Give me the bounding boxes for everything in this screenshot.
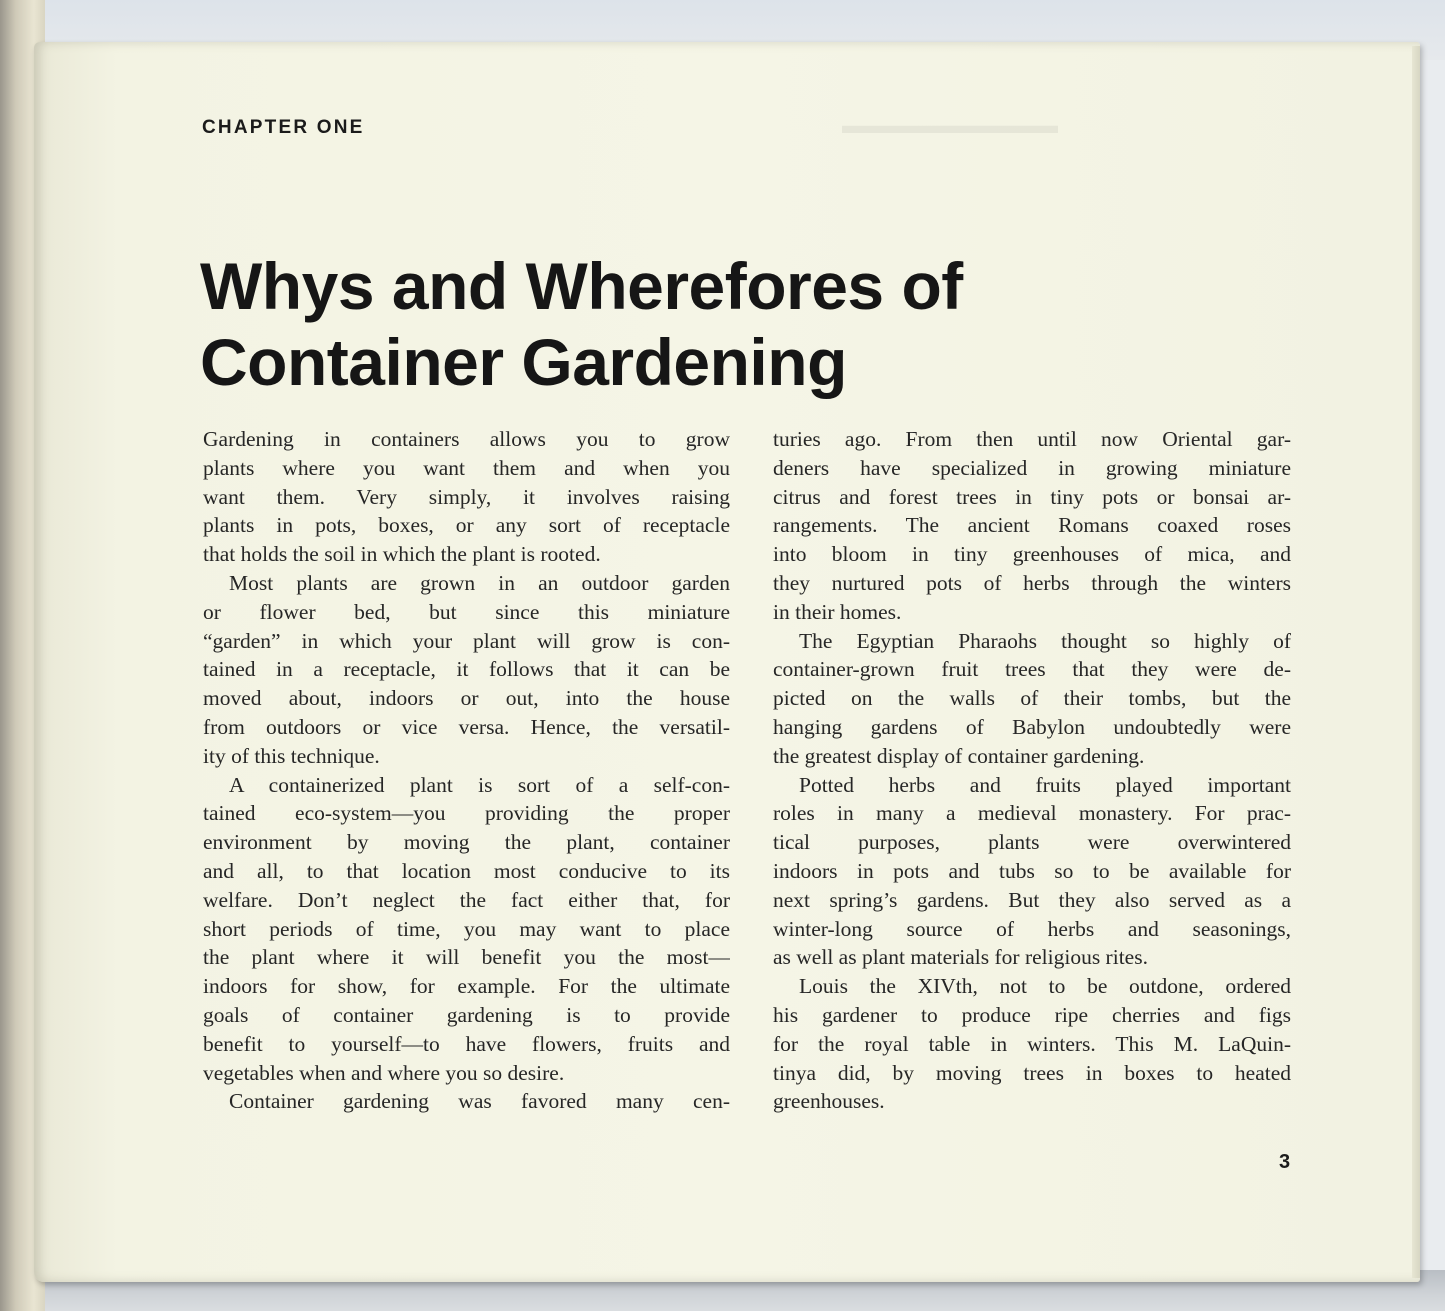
text-line: welfare. Don’t neglect the fact either that, for bbox=[203, 887, 730, 912]
left-text-column bbox=[203, 425, 730, 1116]
text-line: plants in pots, boxes, or any sort of receptacle bbox=[203, 513, 730, 538]
text-line: vegetables when and where you so desire. bbox=[203, 1060, 565, 1085]
text-line: short periods of time, you may want to place bbox=[203, 916, 730, 941]
page-number: 3 bbox=[1279, 1151, 1291, 1173]
text-line: environment by moving the plant, container bbox=[203, 830, 730, 855]
text-line: Container gardening was favored many cen- bbox=[229, 1089, 730, 1114]
text-line: citrus and forest trees in tiny pots or bonsai ar- bbox=[773, 484, 1291, 509]
text-line: indoors in pots and tubs so to be available for bbox=[773, 858, 1291, 883]
text-line: ity of this technique. bbox=[203, 743, 380, 768]
text-line: or flower bed, but since this miniature bbox=[203, 599, 730, 624]
text-line: want them. Very simply, it involves raising bbox=[203, 484, 730, 509]
text-line: picted on the walls of their tombs, but the bbox=[773, 686, 1291, 711]
text-line: Potted herbs and fruits played important bbox=[799, 772, 1291, 797]
text-line: hanging gardens of Babylon undoubtedly were bbox=[773, 714, 1291, 739]
text-line: greenhouses. bbox=[773, 1089, 885, 1114]
chapter-title-line-1: Whys and Wherefores of bbox=[200, 249, 963, 323]
text-line: container-grown fruit trees that they were de- bbox=[773, 657, 1291, 682]
text-line: A containerized plant is sort of a self-con- bbox=[229, 772, 730, 797]
page-edge bbox=[1412, 46, 1420, 1278]
text-line: goals of container gardening is to provide bbox=[203, 1002, 730, 1027]
text-line: moved about, indoors or out, into the house bbox=[203, 686, 730, 711]
chapter-title-line-2: Container Gardening bbox=[200, 325, 847, 399]
text-line: Louis the XIVth, not to be outdone, ordered bbox=[799, 974, 1291, 999]
text-line: Gardening in containers allows you to grow bbox=[203, 427, 730, 451]
text-line: that holds the soil in which the plant is rooted. bbox=[203, 542, 601, 567]
show-through-text: ▬▬▬▬▬▬▬▬▬ bbox=[842, 112, 1058, 139]
text-line: they nurtured pots of herbs through the winters bbox=[773, 570, 1291, 595]
text-line: the greatest display of container gardening. bbox=[773, 743, 1145, 768]
text-line: in their homes. bbox=[773, 599, 902, 624]
text-line: into bloom in tiny greenhouses of mica, and bbox=[773, 542, 1291, 567]
text-line: tical purposes, plants were overwintered bbox=[773, 830, 1291, 855]
right-text-column bbox=[773, 425, 1291, 1116]
text-line: tained eco-system—you providing the proper bbox=[203, 801, 730, 826]
text-line: plants where you want them and when you bbox=[203, 455, 730, 480]
text-line: Most plants are grown in an outdoor garden bbox=[229, 570, 730, 595]
text-line: turies ago. From then until now Oriental gar- bbox=[773, 427, 1291, 451]
text-line: The Egyptian Pharaohs thought so highly of bbox=[799, 628, 1291, 653]
text-line: next spring’s gardens. But they also served as a bbox=[773, 887, 1291, 912]
text-line: “garden” in which your plant will grow is con- bbox=[203, 628, 730, 653]
text-line: tained in a receptacle, it follows that it can be bbox=[203, 657, 730, 682]
text-line: for the royal table in winters. This M. LaQuin- bbox=[773, 1031, 1291, 1056]
text-line: from outdoors or vice versa. Hence, the versatil- bbox=[203, 714, 730, 739]
text-line: as well as plant materials for religious rites. bbox=[773, 945, 1148, 970]
chapter-label: CHAPTER ONE bbox=[202, 117, 365, 138]
text-line: deners have specialized in growing miniature bbox=[773, 455, 1291, 480]
text-line: tinya did, by moving trees in boxes to heated bbox=[773, 1060, 1291, 1085]
text-line: winter-long source of herbs and seasonings, bbox=[773, 916, 1291, 941]
chapter-title bbox=[200, 248, 963, 400]
text-line: and all, to that location most conducive to its bbox=[203, 858, 730, 883]
text-line: rangements. The ancient Romans coaxed roses bbox=[773, 513, 1291, 538]
text-line: his gardener to produce ripe cherries and figs bbox=[773, 1002, 1291, 1027]
text-line: indoors for show, for example. For the ultimate bbox=[203, 974, 730, 999]
text-line: the plant where it will benefit you the most— bbox=[203, 945, 730, 970]
text-line: roles in many a medieval monastery. For prac- bbox=[773, 801, 1291, 826]
text-line: benefit to yourself—to have flowers, fruits and bbox=[203, 1031, 730, 1056]
